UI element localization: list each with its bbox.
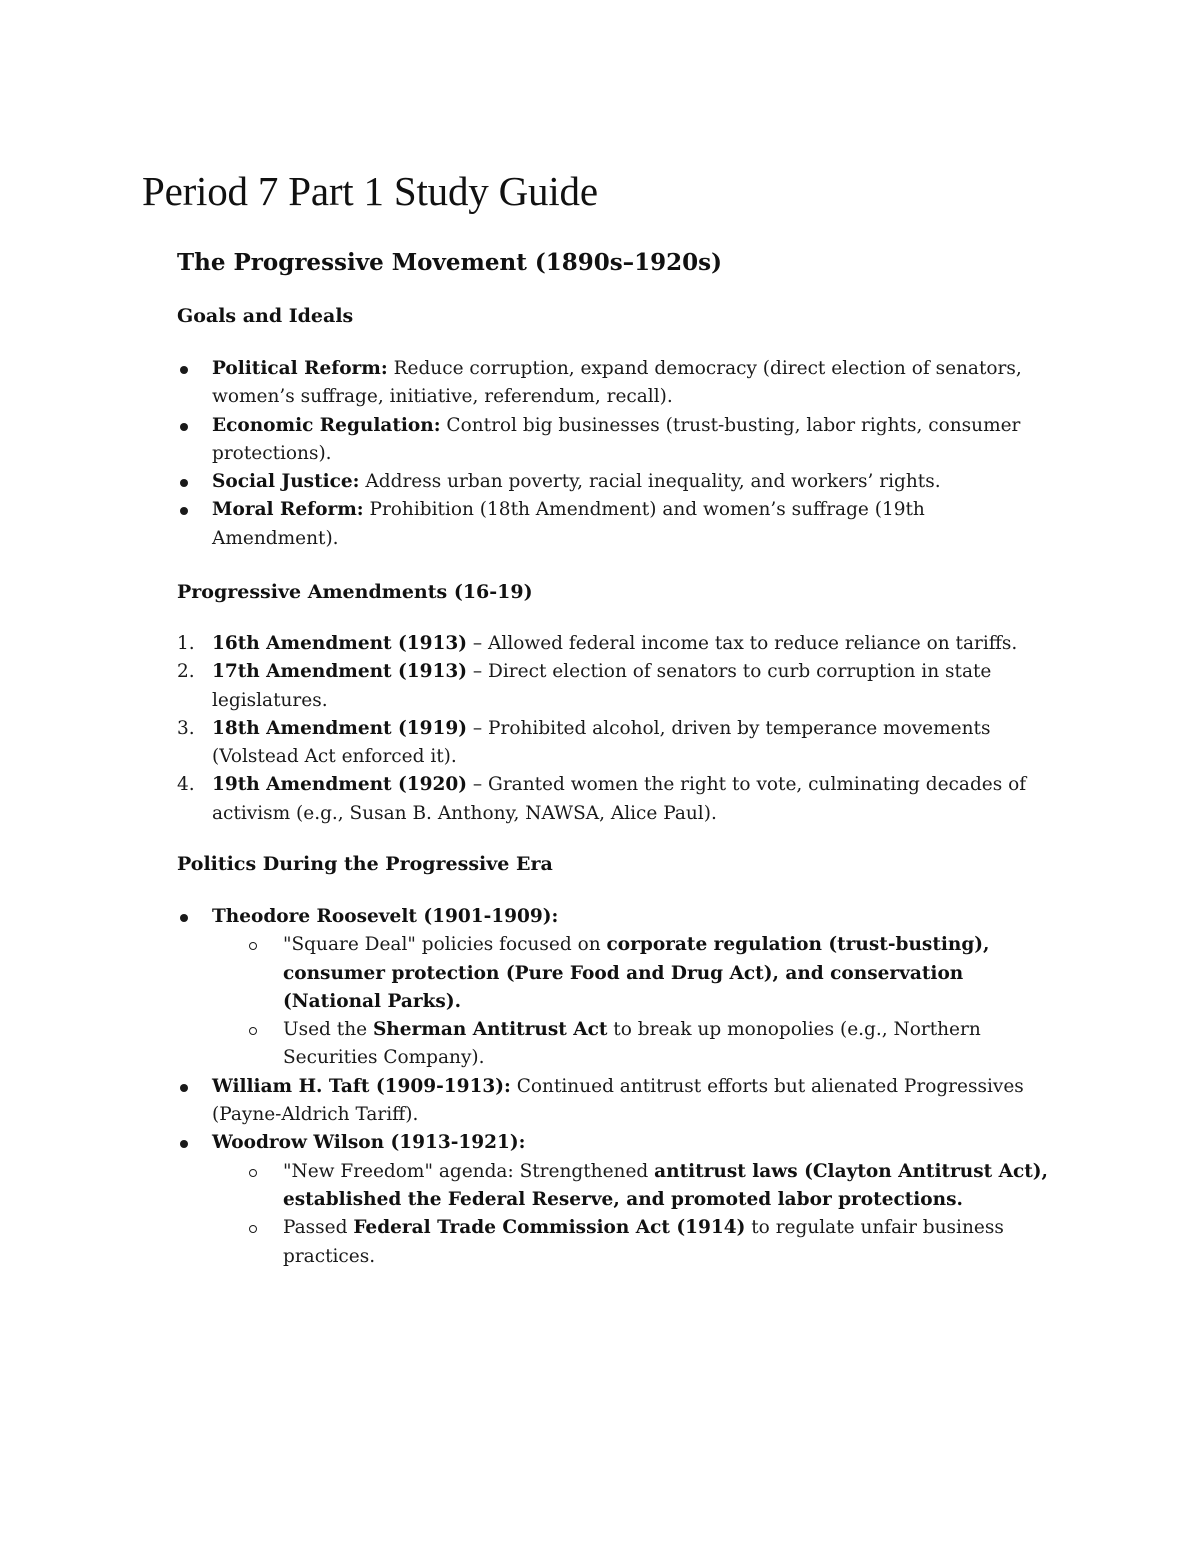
item-label: 19th Amendment (1920) [212, 774, 468, 796]
bullet-icon [180, 507, 188, 515]
list-item [177, 630, 1057, 658]
item-text: to regulate unfair business practices. [283, 1217, 1004, 1267]
item-bold-text: Federal Trade Commission Act (1914) [353, 1217, 746, 1239]
item-text: "Square Deal" policies focused on [283, 934, 607, 956]
bullet-icon [180, 479, 188, 487]
item-bold-text: Sherman Antitrust Act [372, 1019, 608, 1041]
item-label: Political Reform: [212, 358, 388, 379]
item-text: Address urban poverty, racial inequality, and workers’ rights. [359, 471, 941, 493]
amendments-heading: Progressive Amendments (16-19) [177, 581, 533, 603]
item-label: Social Justice: [212, 471, 360, 493]
item-text: "New Freedom" agenda: Strengthened [283, 1160, 655, 1182]
page-title: Period 7 Part 1 Study Guide [142, 168, 598, 214]
item-label: Moral Reform: [212, 499, 364, 521]
item-text: – Direct election of senators to curb corruption in state legislatures. [212, 661, 992, 711]
amendments-list [177, 630, 1057, 828]
item-text: Prohibition (18th Amendment) and women’s suffrage (19th Amendment). [212, 499, 925, 549]
item-label: 17th Amendment (1913) [212, 661, 468, 683]
item-text: – Prohibited alcohol, driven by temperance movements (Volstead Act enforced it). [212, 717, 991, 768]
item-label: William H. Taft (1909-1913): [212, 1075, 511, 1097]
goals-heading: Goals and Ideals [177, 305, 354, 327]
item-text: Passed [283, 1217, 354, 1239]
list-item-taft [177, 1073, 1057, 1130]
circle-bullet-icon [249, 1027, 257, 1035]
list-item [177, 715, 1057, 772]
item-label: Theodore Roosevelt (1901-1909): [212, 906, 559, 927]
sub-list [212, 1158, 1057, 1271]
item-label: Economic Regulation: [212, 414, 441, 436]
circle-bullet-icon [249, 1225, 257, 1233]
sub-list-item [177, 1016, 1057, 1073]
item-number: 2. [177, 661, 195, 683]
politics-heading: Politics During the Progressive Era [177, 853, 553, 875]
item-bold-text: corporate regulation (trust-busting), consumer protection (Pure Food and Drug Act), and conservation (National Parks). [283, 934, 990, 1012]
goals-list [177, 355, 1057, 553]
politics-list [177, 903, 1057, 1271]
item-text: Used the [283, 1019, 373, 1041]
bullet-icon [180, 1084, 188, 1092]
list-item [177, 355, 1057, 412]
list-item [177, 658, 1057, 715]
item-text: Reduce corruption, expand democracy (direct election of senators, women’s suffrage, initiative, referendum, recall). [212, 358, 1022, 408]
item-text: Continued antitrust efforts but alienated Progressives (Payne-Aldrich Tariff). [212, 1075, 1024, 1126]
item-bold-text: antitrust laws (Clayton Antitrust Act), established the Federal Reserve, and promoted labor protections. [283, 1160, 1048, 1210]
item-label: 16th Amendment (1913) [212, 633, 468, 654]
sub-list-item [177, 1158, 1057, 1215]
bullet-icon [180, 1140, 188, 1148]
sub-list-item [177, 1214, 1057, 1271]
item-text: Control big businesses (trust-busting, labor rights, consumer protections). [212, 414, 1021, 464]
list-item [177, 412, 1057, 469]
bullet-icon [180, 914, 188, 922]
item-text: to break up monopolies (e.g., Northern Securities Company). [283, 1019, 981, 1069]
sub-list-item [177, 931, 1057, 1016]
list-item-roosevelt [177, 903, 1057, 1073]
sub-list [212, 931, 1057, 1072]
item-label: Woodrow Wilson (1913-1921): [212, 1132, 526, 1154]
section-heading: The Progressive Movement (1890s–1920s) [177, 249, 723, 276]
circle-bullet-icon [249, 942, 257, 950]
list-item-wilson [177, 1129, 1057, 1270]
bullet-icon [180, 366, 188, 374]
item-text: – Granted women the right to vote, culminating decades of activism (e.g., Susan B. Anthony, NAWSA, Alice Paul). [212, 774, 1027, 824]
list-item [177, 771, 1057, 828]
item-number: 1. [177, 633, 195, 654]
list-item [177, 468, 1057, 496]
item-label: 18th Amendment (1919) [212, 717, 468, 739]
item-text: – Allowed federal income tax to reduce reliance on tariffs. [467, 633, 1018, 654]
item-number: 3. [177, 717, 195, 739]
item-number: 4. [177, 774, 195, 796]
circle-bullet-icon [249, 1169, 257, 1177]
list-item [177, 496, 1057, 553]
bullet-icon [180, 423, 188, 431]
